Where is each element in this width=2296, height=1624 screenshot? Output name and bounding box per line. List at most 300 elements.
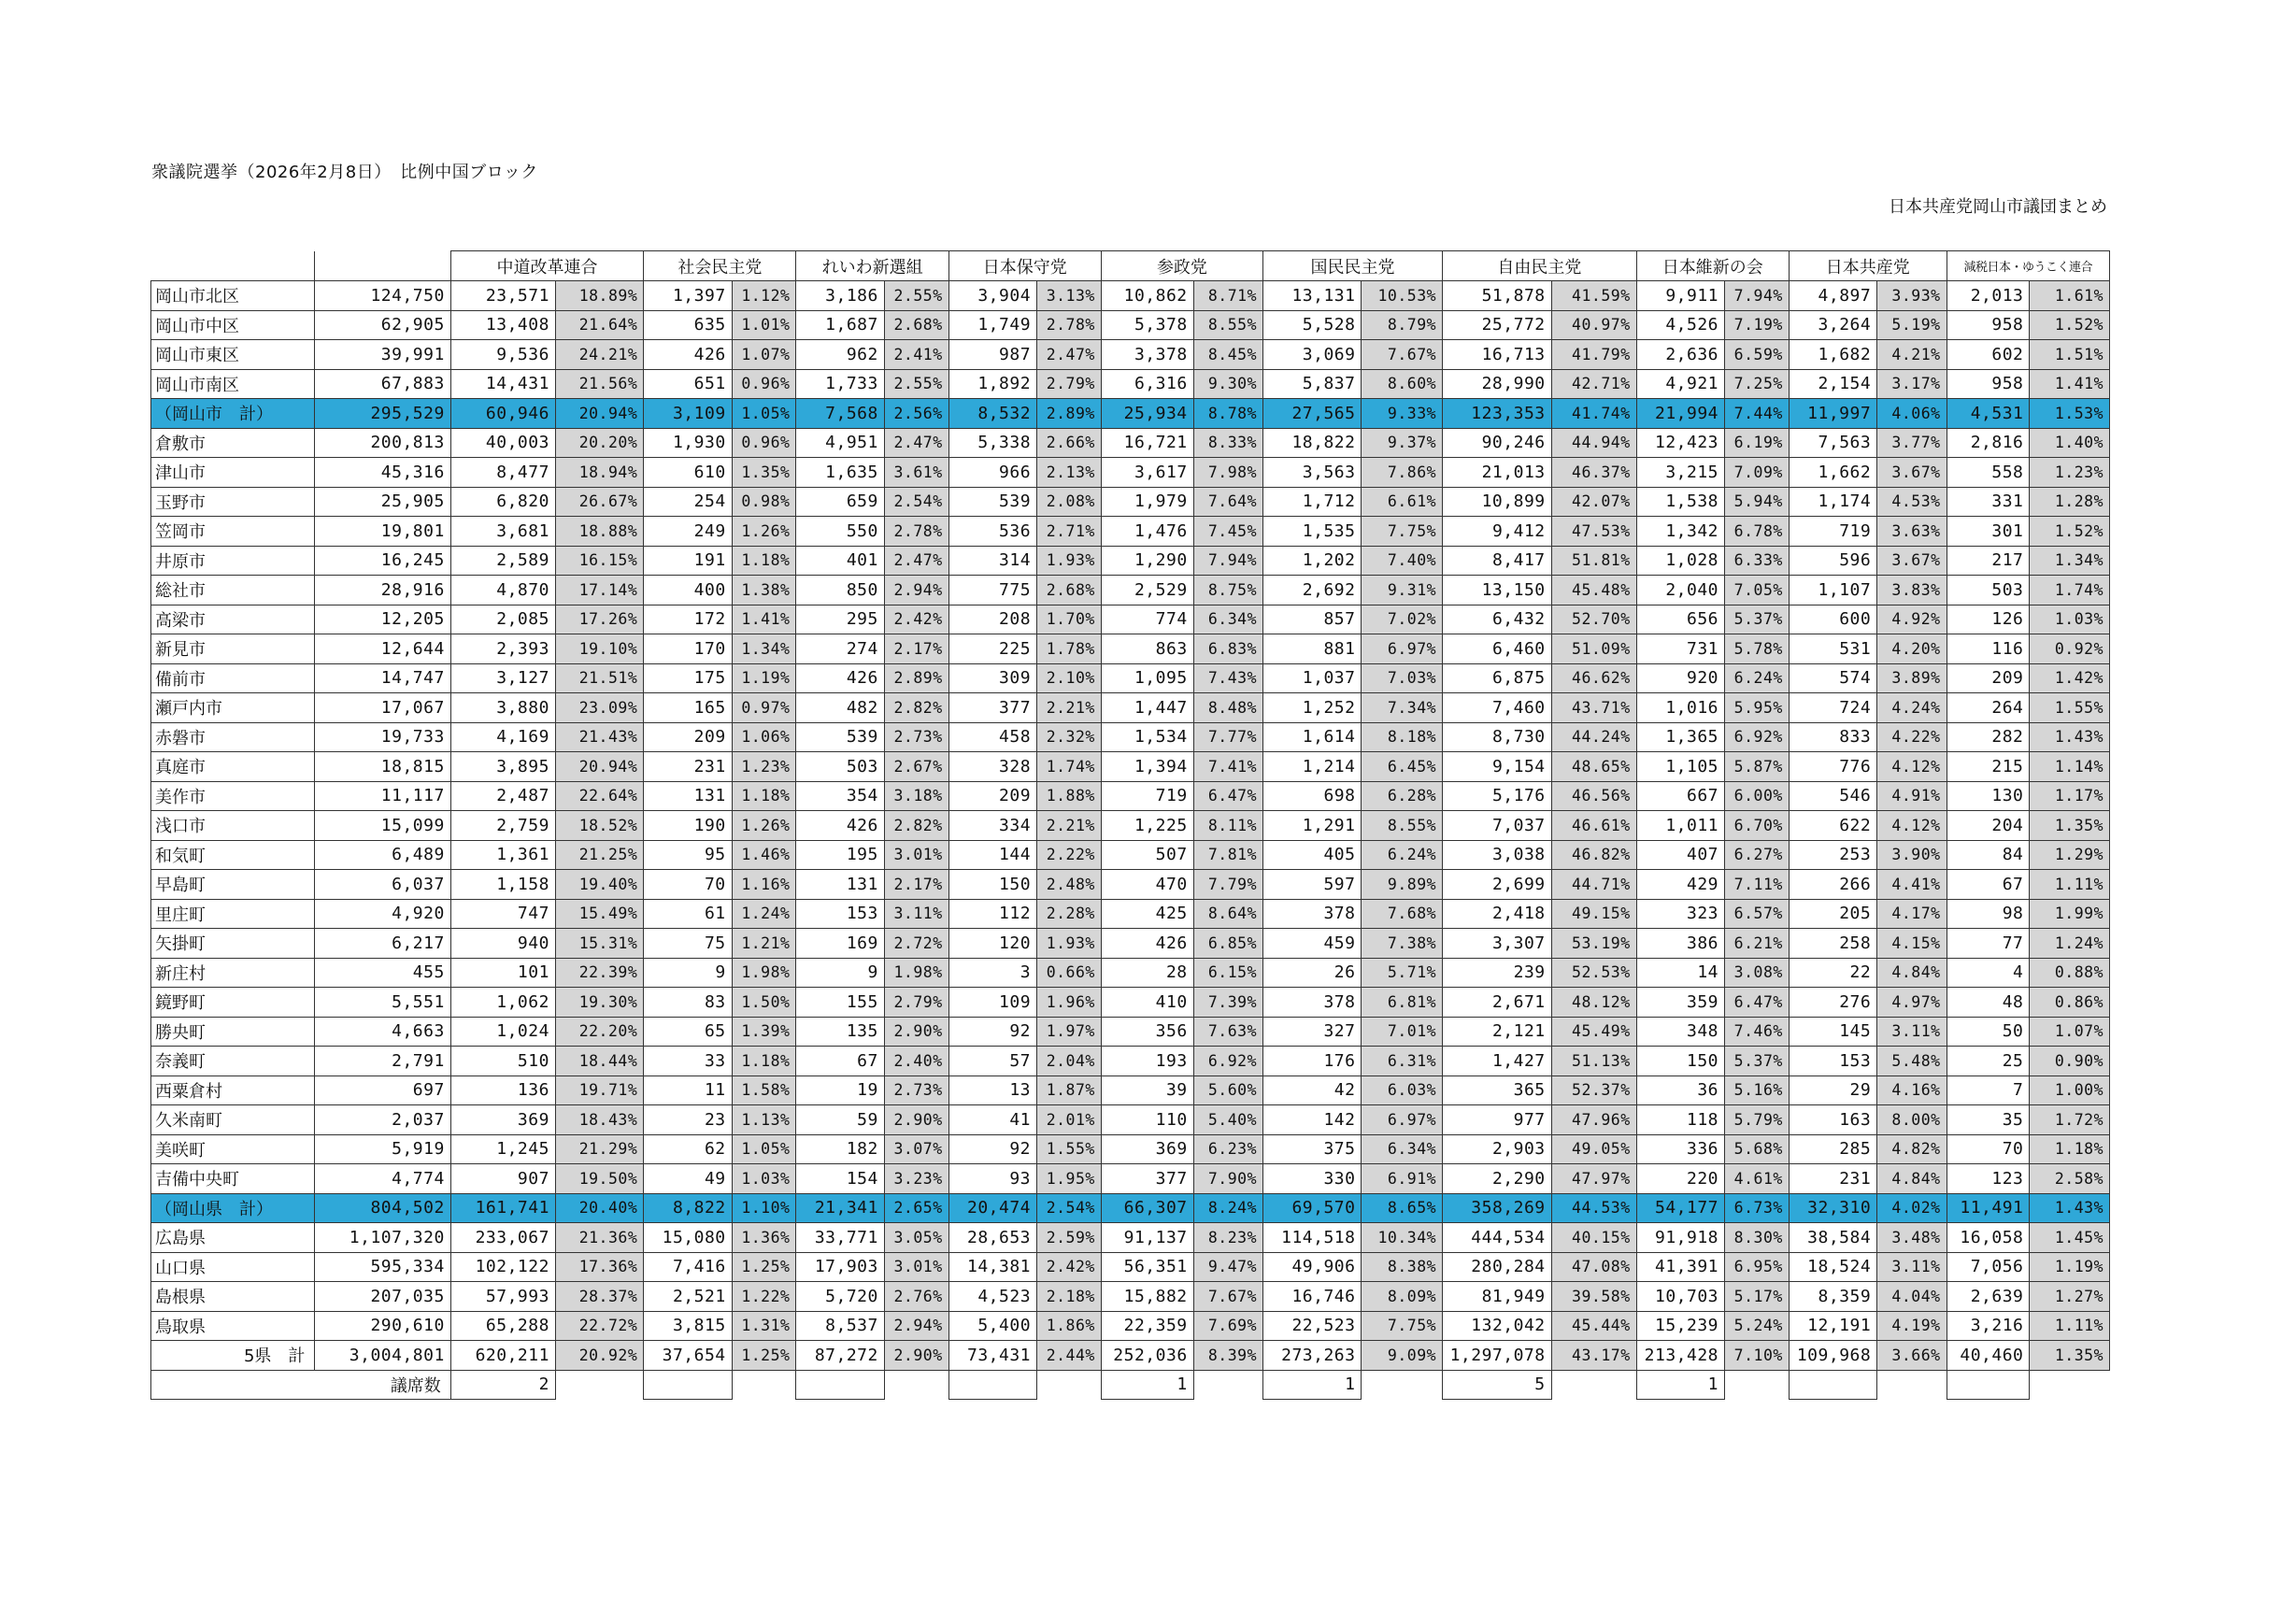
party-votes-cell: 13,408 bbox=[450, 310, 555, 340]
party-votes-cell: 123 bbox=[1947, 1164, 2030, 1194]
party-percent-cell: 40.97% bbox=[1551, 310, 1636, 340]
party-votes-cell: 1,538 bbox=[1636, 487, 1724, 517]
party-percent-cell: 5.87% bbox=[1725, 752, 1790, 782]
party-percent-cell: 2.01% bbox=[1037, 1105, 1102, 1135]
party-percent-cell: 19.10% bbox=[555, 634, 643, 664]
total-votes-cell: 295,529 bbox=[315, 399, 450, 429]
party-percent-cell: 3.23% bbox=[884, 1164, 948, 1194]
party-percent-cell: 9.33% bbox=[1362, 399, 1443, 429]
party-percent-cell: 5.37% bbox=[1725, 605, 1790, 634]
total-votes-cell: 6,217 bbox=[315, 929, 450, 959]
party-percent-cell: 18.52% bbox=[555, 811, 643, 841]
party-votes-cell: 33,771 bbox=[796, 1223, 884, 1253]
party-percent-cell: 7.41% bbox=[1193, 752, 1262, 782]
party-votes-cell: 204 bbox=[1947, 811, 2030, 841]
party-votes-cell: 13,150 bbox=[1443, 576, 1552, 605]
party-votes-cell: 65 bbox=[644, 1017, 732, 1047]
party-percent-cell: 5.95% bbox=[1725, 693, 1790, 723]
party-percent-cell: 46.56% bbox=[1551, 781, 1636, 811]
party-percent-cell: 8.48% bbox=[1193, 693, 1262, 723]
party-votes-cell: 426 bbox=[796, 811, 884, 841]
seat-spacer-cell bbox=[555, 1370, 643, 1400]
party-percent-cell: 8.33% bbox=[1193, 428, 1262, 458]
area-name-cell: 井原市 bbox=[151, 546, 315, 576]
party-percent-cell: 1.21% bbox=[732, 929, 796, 959]
party-percent-cell: 21.51% bbox=[555, 663, 643, 693]
party-percent-cell: 6.27% bbox=[1725, 840, 1790, 870]
party-votes-cell: 3,378 bbox=[1101, 340, 1193, 370]
party-votes-cell: 26 bbox=[1263, 958, 1362, 988]
party-percent-cell: 52.53% bbox=[1551, 958, 1636, 988]
seat-spacer-cell bbox=[1725, 1370, 1790, 1400]
seat-count-cell: 2 bbox=[450, 1370, 555, 1400]
total-votes-cell: 12,205 bbox=[315, 605, 450, 634]
party-percent-cell: 7.34% bbox=[1362, 693, 1443, 723]
party-percent-cell: 2.21% bbox=[1037, 693, 1102, 723]
party-percent-cell: 8.75% bbox=[1193, 576, 1262, 605]
party-votes-cell: 155 bbox=[796, 988, 884, 1018]
party-votes-cell: 747 bbox=[450, 899, 555, 929]
party-votes-cell: 2,393 bbox=[450, 634, 555, 664]
party-percent-cell: 8.39% bbox=[1193, 1341, 1262, 1371]
party-votes-cell: 7,416 bbox=[644, 1252, 732, 1282]
party-votes-cell: 558 bbox=[1947, 458, 2030, 488]
party-percent-cell: 7.45% bbox=[1193, 517, 1262, 547]
party-percent-cell: 8.23% bbox=[1193, 1223, 1262, 1253]
party-votes-cell: 356 bbox=[1101, 1017, 1193, 1047]
party-percent-cell: 7.10% bbox=[1725, 1341, 1790, 1371]
party-percent-cell: 2.89% bbox=[1037, 399, 1102, 429]
area-name-cell: 真庭市 bbox=[151, 752, 315, 782]
party-percent-cell: 2.18% bbox=[1037, 1282, 1102, 1312]
party-votes-cell: 1,682 bbox=[1789, 340, 1876, 370]
party-votes-cell: 550 bbox=[796, 517, 884, 547]
party-percent-cell: 2.58% bbox=[2030, 1164, 2110, 1194]
party-percent-cell: 8.78% bbox=[1193, 399, 1262, 429]
party-votes-cell: 1,024 bbox=[450, 1017, 555, 1047]
party-votes-cell: 21,341 bbox=[796, 1193, 884, 1223]
party-percent-cell: 1.35% bbox=[2030, 811, 2110, 841]
party-percent-cell: 1.74% bbox=[2030, 576, 2110, 605]
party-votes-cell: 75 bbox=[644, 929, 732, 959]
party-percent-cell: 6.47% bbox=[1193, 781, 1262, 811]
party-votes-cell: 109 bbox=[948, 988, 1036, 1018]
party-percent-cell: 2.90% bbox=[884, 1341, 948, 1371]
party-votes-cell: 8,730 bbox=[1443, 722, 1552, 752]
party-votes-cell: 145 bbox=[1789, 1017, 1876, 1047]
party-votes-cell: 62 bbox=[644, 1134, 732, 1164]
table-row bbox=[151, 1282, 2110, 1312]
total-votes-cell: 2,037 bbox=[315, 1105, 450, 1135]
area-name-cell: 吉備中央町 bbox=[151, 1164, 315, 1194]
party-percent-cell: 3.67% bbox=[1877, 458, 1947, 488]
party-percent-cell: 3.01% bbox=[884, 1252, 948, 1282]
party-percent-cell: 47.08% bbox=[1551, 1252, 1636, 1282]
party-votes-cell: 87,272 bbox=[796, 1341, 884, 1371]
party-votes-cell: 1,214 bbox=[1263, 752, 1362, 782]
total-votes-cell: 290,610 bbox=[315, 1311, 450, 1341]
party-percent-cell: 0.97% bbox=[732, 693, 796, 723]
party-votes-cell: 110 bbox=[1101, 1105, 1193, 1135]
party-percent-cell: 8.11% bbox=[1193, 811, 1262, 841]
party-votes-cell: 9,911 bbox=[1636, 281, 1724, 311]
party-percent-cell: 22.39% bbox=[555, 958, 643, 988]
total-votes-cell: 207,035 bbox=[315, 1282, 450, 1312]
party-votes-cell: 264 bbox=[1947, 693, 2030, 723]
party-percent-cell: 21.29% bbox=[555, 1134, 643, 1164]
party-percent-cell: 2.65% bbox=[884, 1193, 948, 1223]
party-votes-cell: 2,521 bbox=[644, 1282, 732, 1312]
party-percent-cell: 1.58% bbox=[732, 1076, 796, 1105]
seat-count-cell: 1 bbox=[1101, 1370, 1193, 1400]
party-percent-cell: 1.31% bbox=[732, 1311, 796, 1341]
party-percent-cell: 9.09% bbox=[1362, 1341, 1443, 1371]
party-votes-cell: 2,487 bbox=[450, 781, 555, 811]
party-votes-cell: 4 bbox=[1947, 958, 2030, 988]
party-percent-cell: 1.18% bbox=[732, 1047, 796, 1076]
party-percent-cell: 1.98% bbox=[732, 958, 796, 988]
total-votes-cell: 595,334 bbox=[315, 1252, 450, 1282]
party-percent-cell: 6.21% bbox=[1725, 929, 1790, 959]
party-votes-cell: 724 bbox=[1789, 693, 1876, 723]
party-votes-cell: 118 bbox=[1636, 1105, 1724, 1135]
party-percent-cell: 19.30% bbox=[555, 988, 643, 1018]
party-percent-cell: 5.37% bbox=[1725, 1047, 1790, 1076]
party-percent-cell: 6.19% bbox=[1725, 428, 1790, 458]
party-votes-cell: 35 bbox=[1947, 1105, 2030, 1135]
party-votes-cell: 7,460 bbox=[1443, 693, 1552, 723]
table-row bbox=[151, 1223, 2110, 1253]
total-votes-cell: 39,991 bbox=[315, 340, 450, 370]
party-votes-cell: 95 bbox=[644, 840, 732, 870]
party-votes-cell: 400 bbox=[644, 576, 732, 605]
party-percent-cell: 51.09% bbox=[1551, 634, 1636, 664]
party-percent-cell: 2.67% bbox=[884, 752, 948, 782]
party-votes-cell: 8,822 bbox=[644, 1193, 732, 1223]
party-percent-cell: 6.78% bbox=[1725, 517, 1790, 547]
party-percent-cell: 2.73% bbox=[884, 722, 948, 752]
party-header: れいわ新選組 bbox=[796, 251, 948, 281]
party-votes-cell: 539 bbox=[948, 487, 1036, 517]
party-percent-cell: 6.47% bbox=[1725, 988, 1790, 1018]
party-votes-cell: 90,246 bbox=[1443, 428, 1552, 458]
party-percent-cell: 2.90% bbox=[884, 1017, 948, 1047]
total-votes-cell: 3,004,801 bbox=[315, 1341, 450, 1371]
party-percent-cell: 6.33% bbox=[1725, 546, 1790, 576]
party-percent-cell: 3.07% bbox=[884, 1134, 948, 1164]
party-percent-cell: 46.61% bbox=[1551, 811, 1636, 841]
party-votes-cell: 70 bbox=[1947, 1134, 2030, 1164]
party-percent-cell: 5.68% bbox=[1725, 1134, 1790, 1164]
party-votes-cell: 25 bbox=[1947, 1047, 2030, 1076]
party-percent-cell: 2.47% bbox=[884, 546, 948, 576]
party-votes-cell: 190 bbox=[644, 811, 732, 841]
party-votes-cell: 22,523 bbox=[1263, 1311, 1362, 1341]
party-percent-cell: 48.12% bbox=[1551, 988, 1636, 1018]
party-votes-cell: 3,880 bbox=[450, 693, 555, 723]
party-percent-cell: 0.96% bbox=[732, 428, 796, 458]
party-percent-cell: 1.43% bbox=[2030, 722, 2110, 752]
party-percent-cell: 3.93% bbox=[1877, 281, 1947, 311]
party-votes-cell: 940 bbox=[450, 929, 555, 959]
party-percent-cell: 1.55% bbox=[1037, 1134, 1102, 1164]
subtotal-row bbox=[151, 1193, 2110, 1223]
party-percent-cell: 8.09% bbox=[1362, 1282, 1443, 1312]
party-percent-cell: 1.01% bbox=[732, 310, 796, 340]
party-percent-cell: 7.43% bbox=[1193, 663, 1262, 693]
party-votes-cell: 109,968 bbox=[1789, 1341, 1876, 1371]
party-votes-cell: 130 bbox=[1947, 781, 2030, 811]
party-votes-cell: 6,875 bbox=[1443, 663, 1552, 693]
party-percent-cell: 8.79% bbox=[1362, 310, 1443, 340]
party-percent-cell: 1.93% bbox=[1037, 929, 1102, 959]
party-votes-cell: 375 bbox=[1263, 1134, 1362, 1164]
party-votes-cell: 254 bbox=[644, 487, 732, 517]
party-percent-cell: 3.61% bbox=[884, 458, 948, 488]
party-percent-cell: 7.25% bbox=[1725, 369, 1790, 399]
party-votes-cell: 220 bbox=[1636, 1164, 1724, 1194]
party-votes-cell: 1,534 bbox=[1101, 722, 1193, 752]
party-percent-cell: 6.81% bbox=[1362, 988, 1443, 1018]
area-name-cell: 高梁市 bbox=[151, 605, 315, 634]
party-votes-cell: 41,391 bbox=[1636, 1252, 1724, 1282]
party-percent-cell: 45.44% bbox=[1551, 1311, 1636, 1341]
party-votes-cell: 482 bbox=[796, 693, 884, 723]
party-percent-cell: 2.55% bbox=[884, 369, 948, 399]
party-percent-cell: 4.84% bbox=[1877, 958, 1947, 988]
party-percent-cell: 6.57% bbox=[1725, 899, 1790, 929]
total-votes-cell: 19,801 bbox=[315, 517, 450, 547]
party-votes-cell: 217 bbox=[1947, 546, 2030, 576]
party-percent-cell: 2.78% bbox=[884, 517, 948, 547]
party-votes-cell: 215 bbox=[1947, 752, 2030, 782]
party-header: 中道改革連合 bbox=[450, 251, 643, 281]
total-votes-cell: 200,813 bbox=[315, 428, 450, 458]
total-votes-cell: 18,815 bbox=[315, 752, 450, 782]
party-percent-cell: 1.16% bbox=[732, 870, 796, 900]
seat-spacer-cell bbox=[1877, 1370, 1947, 1400]
party-percent-cell: 18.94% bbox=[555, 458, 643, 488]
party-votes-cell: 18,524 bbox=[1789, 1252, 1876, 1282]
party-votes-cell: 3,215 bbox=[1636, 458, 1724, 488]
area-name-cell: 勝央町 bbox=[151, 1017, 315, 1047]
party-percent-cell: 3.63% bbox=[1877, 517, 1947, 547]
party-percent-cell: 48.65% bbox=[1551, 752, 1636, 782]
total-votes-cell: 25,905 bbox=[315, 487, 450, 517]
party-votes-cell: 18,822 bbox=[1263, 428, 1362, 458]
party-percent-cell: 2.42% bbox=[884, 605, 948, 634]
party-votes-cell: 966 bbox=[948, 458, 1036, 488]
seat-spacer-cell bbox=[1362, 1370, 1443, 1400]
party-percent-cell: 21.43% bbox=[555, 722, 643, 752]
party-votes-cell: 69,570 bbox=[1263, 1193, 1362, 1223]
party-percent-cell: 2.41% bbox=[884, 340, 948, 370]
party-votes-cell: 54,177 bbox=[1636, 1193, 1724, 1223]
area-name-cell: 里庄町 bbox=[151, 899, 315, 929]
party-votes-cell: 2,154 bbox=[1789, 369, 1876, 399]
seat-count-cell bbox=[1789, 1370, 1876, 1400]
party-percent-cell: 1.95% bbox=[1037, 1164, 1102, 1194]
party-percent-cell: 45.48% bbox=[1551, 576, 1636, 605]
party-votes-cell: 120 bbox=[948, 929, 1036, 959]
party-votes-cell: 1,016 bbox=[1636, 693, 1724, 723]
area-name-cell: 早島町 bbox=[151, 870, 315, 900]
party-votes-cell: 136 bbox=[450, 1076, 555, 1105]
party-header: 自由民主党 bbox=[1443, 251, 1637, 281]
party-percent-cell: 1.46% bbox=[732, 840, 796, 870]
party-percent-cell: 3.08% bbox=[1725, 958, 1790, 988]
party-percent-cell: 8.38% bbox=[1362, 1252, 1443, 1282]
party-votes-cell: 1,476 bbox=[1101, 517, 1193, 547]
party-percent-cell: 52.70% bbox=[1551, 605, 1636, 634]
party-votes-cell: 9 bbox=[796, 958, 884, 988]
party-percent-cell: 5.94% bbox=[1725, 487, 1790, 517]
party-percent-cell: 4.61% bbox=[1725, 1164, 1790, 1194]
party-votes-cell: 4,169 bbox=[450, 722, 555, 752]
party-votes-cell: 25,772 bbox=[1443, 310, 1552, 340]
party-percent-cell: 5.19% bbox=[1877, 310, 1947, 340]
party-percent-cell: 1.53% bbox=[2030, 399, 2110, 429]
party-percent-cell: 0.88% bbox=[2030, 958, 2110, 988]
party-votes-cell: 656 bbox=[1636, 605, 1724, 634]
total-votes-cell: 5,551 bbox=[315, 988, 450, 1018]
party-votes-cell: 49,906 bbox=[1263, 1252, 1362, 1282]
party-percent-cell: 44.71% bbox=[1551, 870, 1636, 900]
seat-spacer-cell bbox=[732, 1370, 796, 1400]
party-percent-cell: 2.10% bbox=[1037, 663, 1102, 693]
total-votes-cell: 28,916 bbox=[315, 576, 450, 605]
party-votes-cell: 774 bbox=[1101, 605, 1193, 634]
party-votes-cell: 21,994 bbox=[1636, 399, 1724, 429]
party-percent-cell: 7.63% bbox=[1193, 1017, 1262, 1047]
party-votes-cell: 3,186 bbox=[796, 281, 884, 311]
table-row bbox=[151, 605, 2110, 634]
party-votes-cell: 1,062 bbox=[450, 988, 555, 1018]
party-votes-cell: 209 bbox=[948, 781, 1036, 811]
table-row bbox=[151, 1076, 2110, 1105]
party-percent-cell: 2.90% bbox=[884, 1105, 948, 1135]
party-votes-cell: 470 bbox=[1101, 870, 1193, 900]
party-percent-cell: 6.85% bbox=[1193, 929, 1262, 959]
total-votes-cell: 45,316 bbox=[315, 458, 450, 488]
party-percent-cell: 7.39% bbox=[1193, 988, 1262, 1018]
party-percent-cell: 7.46% bbox=[1725, 1017, 1790, 1047]
seats-label-cell: 議席数 bbox=[151, 1370, 451, 1400]
party-percent-cell: 44.53% bbox=[1551, 1193, 1636, 1223]
party-percent-cell: 1.40% bbox=[2030, 428, 2110, 458]
party-percent-cell: 6.34% bbox=[1362, 1134, 1443, 1164]
party-percent-cell: 4.12% bbox=[1877, 752, 1947, 782]
party-votes-cell: 600 bbox=[1789, 605, 1876, 634]
party-percent-cell: 41.74% bbox=[1551, 399, 1636, 429]
party-votes-cell: 1,394 bbox=[1101, 752, 1193, 782]
party-votes-cell: 1,427 bbox=[1443, 1047, 1552, 1076]
party-percent-cell: 9.31% bbox=[1362, 576, 1443, 605]
party-percent-cell: 45.49% bbox=[1551, 1017, 1636, 1047]
party-votes-cell: 1,635 bbox=[796, 458, 884, 488]
area-name-cell: 岡山市東区 bbox=[151, 340, 315, 370]
party-votes-cell: 1,733 bbox=[796, 369, 884, 399]
party-percent-cell: 46.37% bbox=[1551, 458, 1636, 488]
party-votes-cell: 9,412 bbox=[1443, 517, 1552, 547]
party-percent-cell: 1.05% bbox=[732, 399, 796, 429]
party-percent-cell: 1.06% bbox=[732, 722, 796, 752]
party-percent-cell: 3.11% bbox=[1877, 1252, 1947, 1282]
party-percent-cell: 3.89% bbox=[1877, 663, 1947, 693]
party-percent-cell: 2.78% bbox=[1037, 310, 1102, 340]
party-percent-cell: 7.01% bbox=[1362, 1017, 1443, 1047]
party-votes-cell: 5,176 bbox=[1443, 781, 1552, 811]
party-votes-cell: 3,815 bbox=[644, 1311, 732, 1341]
party-percent-cell: 1.61% bbox=[2030, 281, 2110, 311]
party-votes-cell: 126 bbox=[1947, 605, 2030, 634]
party-percent-cell: 2.56% bbox=[884, 399, 948, 429]
party-percent-cell: 4.91% bbox=[1877, 781, 1947, 811]
party-percent-cell: 7.67% bbox=[1193, 1282, 1262, 1312]
party-votes-cell: 369 bbox=[1101, 1134, 1193, 1164]
header-row bbox=[151, 251, 2110, 281]
party-votes-cell: 209 bbox=[1947, 663, 2030, 693]
party-votes-cell: 987 bbox=[948, 340, 1036, 370]
party-votes-cell: 1,037 bbox=[1263, 663, 1362, 693]
party-percent-cell: 1.43% bbox=[2030, 1193, 2110, 1223]
party-percent-cell: 4.24% bbox=[1877, 693, 1947, 723]
party-percent-cell: 2.54% bbox=[884, 487, 948, 517]
total-votes-cell: 6,489 bbox=[315, 840, 450, 870]
table-row bbox=[151, 870, 2110, 900]
party-votes-cell: 213,428 bbox=[1636, 1341, 1724, 1371]
party-percent-cell: 9.89% bbox=[1362, 870, 1443, 900]
party-votes-cell: 1,365 bbox=[1636, 722, 1724, 752]
party-votes-cell: 84 bbox=[1947, 840, 2030, 870]
seat-spacer-cell bbox=[1037, 1370, 1102, 1400]
party-votes-cell: 114,518 bbox=[1263, 1223, 1362, 1253]
party-votes-cell: 123,353 bbox=[1443, 399, 1552, 429]
party-votes-cell: 16,721 bbox=[1101, 428, 1193, 458]
total-votes-cell: 17,067 bbox=[315, 693, 450, 723]
party-percent-cell: 8.24% bbox=[1193, 1193, 1262, 1223]
party-percent-cell: 5.71% bbox=[1362, 958, 1443, 988]
party-percent-cell: 5.60% bbox=[1193, 1076, 1262, 1105]
party-votes-cell: 233,067 bbox=[450, 1223, 555, 1253]
party-votes-cell: 98 bbox=[1947, 899, 2030, 929]
grand-total-row bbox=[151, 1341, 2110, 1371]
party-percent-cell: 4.21% bbox=[1877, 340, 1947, 370]
party-votes-cell: 602 bbox=[1947, 340, 2030, 370]
party-votes-cell: 377 bbox=[1101, 1164, 1193, 1194]
header-blank-name bbox=[151, 251, 315, 281]
table-row bbox=[151, 458, 2110, 488]
party-percent-cell: 6.59% bbox=[1725, 340, 1790, 370]
party-percent-cell: 2.28% bbox=[1037, 899, 1102, 929]
area-name-cell: 鳥取県 bbox=[151, 1311, 315, 1341]
party-percent-cell: 17.36% bbox=[555, 1252, 643, 1282]
party-votes-cell: 958 bbox=[1947, 369, 2030, 399]
party-votes-cell: 857 bbox=[1263, 605, 1362, 634]
party-votes-cell: 172 bbox=[644, 605, 732, 634]
party-percent-cell: 5.79% bbox=[1725, 1105, 1790, 1135]
party-votes-cell: 131 bbox=[644, 781, 732, 811]
party-percent-cell: 2.17% bbox=[884, 870, 948, 900]
party-percent-cell: 1.03% bbox=[2030, 605, 2110, 634]
party-percent-cell: 44.94% bbox=[1551, 428, 1636, 458]
party-votes-cell: 5,338 bbox=[948, 428, 1036, 458]
table-row bbox=[151, 840, 2110, 870]
party-percent-cell: 4.92% bbox=[1877, 605, 1947, 634]
party-percent-cell: 6.45% bbox=[1362, 752, 1443, 782]
party-votes-cell: 81,949 bbox=[1443, 1282, 1552, 1312]
party-percent-cell: 49.05% bbox=[1551, 1134, 1636, 1164]
